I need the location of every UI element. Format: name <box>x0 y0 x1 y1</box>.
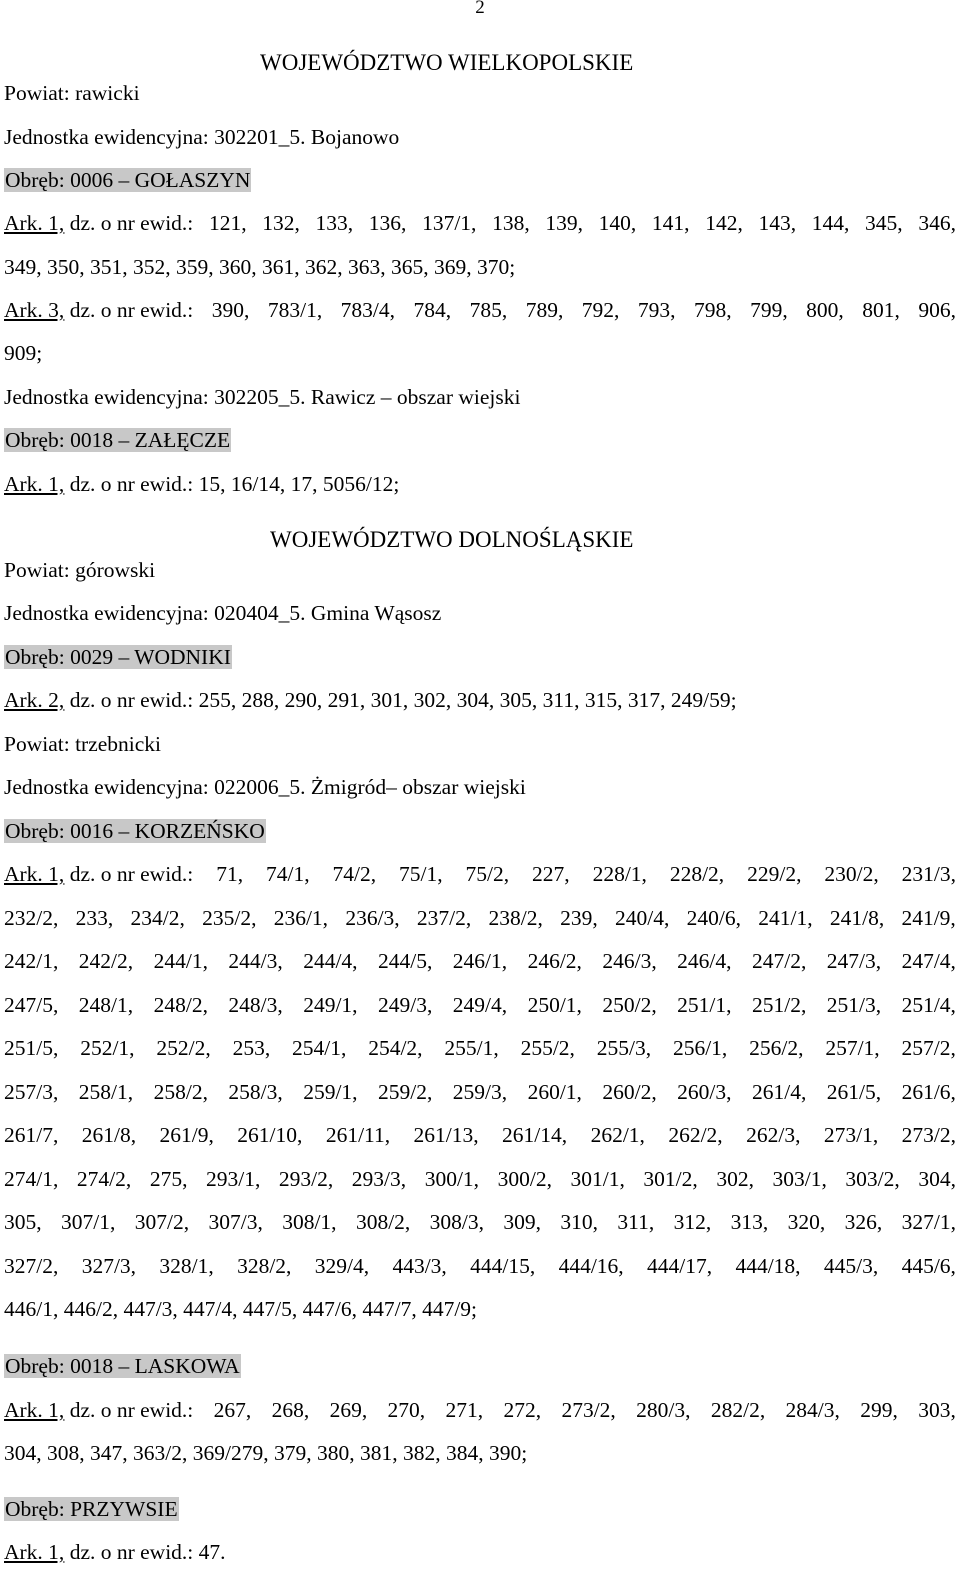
page-number: 2 <box>475 0 485 18</box>
parcel-line: 261/7, 261/8, 261/9, 261/10, 261/11, 261/13, 261/14, 262/1, 262/2, 262/3, 273/1, 273/2, <box>4 1123 956 1147</box>
ark-label: Ark. 1, <box>4 1398 65 1422</box>
parcel-line: Ark. 1, dz. o nr ewid.: 267, 268, 269, 270, 271, 272, 273/2, 280/3, 282/2, 284/3, 299, 303, <box>4 1395 956 1425</box>
obreb-heading <box>4 165 251 195</box>
parcel-line: Ark. 1, dz. o nr ewid.: 121, 132, 133, 136, 137/1, 138, 139, 140, 141, 142, 143, 144, 345, 346, <box>4 208 956 238</box>
parcel-line: 349, 350, 351, 352, 359, 360, 361, 362, 363, 365, 369, 370; <box>4 255 516 279</box>
obreb-label: Obręb: 0029 – WODNIKI <box>5 645 231 669</box>
obreb-label: Obręb: 0018 – LASKOWA <box>5 1354 240 1378</box>
ark-label: Ark. 1, <box>4 211 65 235</box>
parcel-line: 305, 307/1, 307/2, 307/3, 308/1, 308/2, 308/3, 309, 310, 311, 312, 313, 320, 326, 327/1, <box>4 1210 956 1234</box>
parcel-line: 909; <box>4 341 43 365</box>
parcel-line: 242/1, 242/2, 244/1, 244/3, 244/4, 244/5, 246/1, 246/2, 246/3, 246/4, 247/2, 247/3, 247/4, <box>4 949 956 973</box>
ark-label: Ark. 2, <box>4 688 65 712</box>
parcel-line-start: Ark. 1, dz. o nr ewid.: <box>4 211 194 235</box>
obreb-label: Obręb: 0016 – KORZEŃSKO <box>5 819 265 843</box>
parcel-line: Ark. 1, dz. o nr ewid.: 47. <box>4 1540 226 1564</box>
parcel-line: 232/2, 233, 234/2, 235/2, 236/1, 236/3, 237/2, 238/2, 239, 240/4, 240/6, 241/1, 241/8, 241/9, <box>4 906 956 930</box>
obreb-label: Obręb: PRZYWSIE <box>5 1497 178 1521</box>
obreb-heading <box>4 816 266 846</box>
parcel-line: 257/3, 258/1, 258/2, 258/3, 259/1, 259/2, 259/3, 260/1, 260/2, 260/3, 261/4, 261/5, 261/6, <box>4 1080 956 1104</box>
parcel-line: Ark. 3, dz. o nr ewid.: 390, 783/1, 783/4, 784, 785, 789, 792, 793, 798, 799, 800, 801, 906, <box>4 295 956 325</box>
parcel-line: 327/2, 327/3, 328/1, 328/2, 329/4, 443/3, 444/15, 444/16, 444/17, 444/18, 445/3, 445/6, <box>4 1254 956 1278</box>
parcel-line: 274/1, 274/2, 275, 293/1, 293/2, 293/3, 300/1, 300/2, 301/1, 301/2, 302, 303/1, 303/2, 304, <box>4 1167 956 1191</box>
parcel-line: Ark. 1, dz. o nr ewid.: 15, 16/14, 17, 5056/12; <box>4 472 400 496</box>
wojewodztwo-heading: WOJEWÓDZTWO WIELKOPOLSKIE <box>260 50 634 75</box>
obreb-heading <box>4 425 231 455</box>
obreb-label: Obręb: 0006 – GOŁASZYN <box>5 168 251 192</box>
powiat-heading: Powiat: rawicki <box>4 81 140 105</box>
jednostka-heading: Jednostka ewidencyjna: 020404_5. Gmina Wąsosz <box>4 601 442 625</box>
wojewodztwo-heading: WOJEWÓDZTWO DOLNOŚLĄSKIE <box>270 527 634 552</box>
obreb-label: Obręb: 0018 – ZAŁĘCZE <box>5 428 231 452</box>
parcel-line-start: Ark. 1, dz. o nr ewid.: <box>4 862 194 886</box>
parcel-line: 446/1, 446/2, 447/3, 447/4, 447/5, 447/6, 447/7, 447/9; <box>4 1297 478 1321</box>
parcel-line: 247/5, 248/1, 248/2, 248/3, 249/1, 249/3, 249/4, 250/1, 250/2, 251/1, 251/2, 251/3, 251/4, <box>4 993 956 1017</box>
parcel-line: Ark. 2, dz. o nr ewid.: 255, 288, 290, 291, 301, 302, 304, 305, 311, 315, 317, 249/59; <box>4 688 737 712</box>
jednostka-heading: Jednostka ewidencyjna: 302205_5. Rawicz – obszar wiejski <box>4 385 521 409</box>
obreb-heading <box>4 1494 179 1524</box>
jednostka-heading: Jednostka ewidencyjna: 022006_5. Żmigród– obszar wiejski <box>4 775 526 799</box>
ark-label: Ark. 1, <box>4 862 65 886</box>
jednostka-heading: Jednostka ewidencyjna: 302201_5. Bojanowo <box>4 125 400 149</box>
powiat-heading: Powiat: trzebnicki <box>4 732 162 756</box>
parcel-line: 304, 308, 347, 363/2, 369/279, 379, 380, 381, 382, 384, 390; <box>4 1441 528 1465</box>
parcel-line-start: Ark. 1, dz. o nr ewid.: <box>4 1398 194 1422</box>
parcel-line: Ark. 1, dz. o nr ewid.: 71, 74/1, 74/2, 75/1, 75/2, 227, 228/1, 228/2, 229/2, 230/2, 231/3, <box>4 859 956 889</box>
powiat-heading: Powiat: górowski <box>4 558 156 582</box>
parcel-line: 251/5, 252/1, 252/2, 253, 254/1, 254/2, 255/1, 255/2, 255/3, 256/1, 256/2, 257/1, 257/2, <box>4 1036 956 1060</box>
parcel-line-start: Ark. 3, dz. o nr ewid.: <box>4 298 194 322</box>
ark-label: Ark. 1, <box>4 1540 65 1564</box>
obreb-heading <box>4 642 232 672</box>
obreb-heading <box>4 1351 241 1381</box>
ark-label: Ark. 1, <box>4 472 65 496</box>
ark-label: Ark. 3, <box>4 298 65 322</box>
